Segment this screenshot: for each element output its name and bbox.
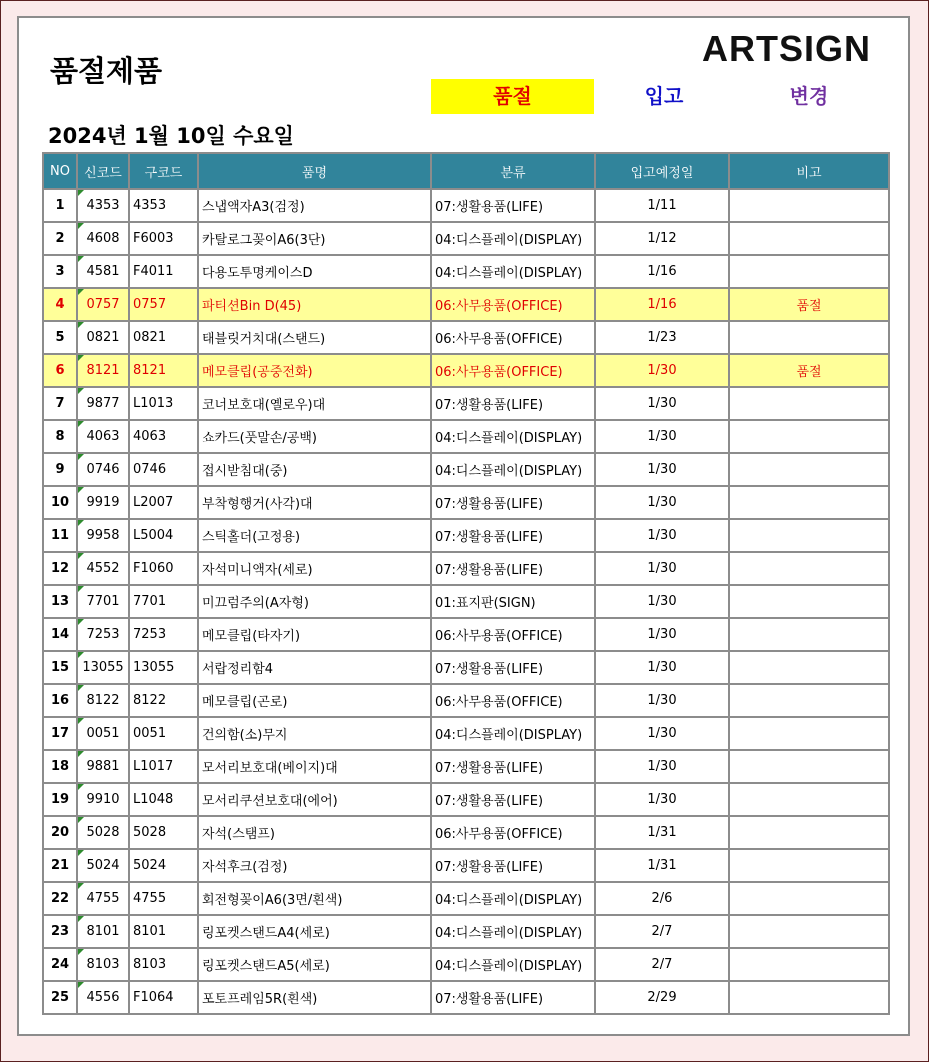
row-number[interactable]: 1	[43, 189, 77, 222]
product-name-cell[interactable]: 메모클립(곤로)	[198, 684, 431, 717]
new-code-cell[interactable]: 4556	[77, 981, 129, 1014]
row-number[interactable]: 15	[43, 651, 77, 684]
table-row	[43, 585, 889, 618]
product-name-cell[interactable]: 자석미니액자(세로)	[198, 552, 431, 585]
old-code-cell[interactable]: L5004	[129, 519, 198, 552]
product-name-cell[interactable]: 서랍정리함4	[198, 651, 431, 684]
category-cell[interactable]: 04:디스플레이(DISPLAY)	[431, 717, 595, 750]
product-name-cell[interactable]: 포토프레임5R(흰색)	[198, 981, 431, 1014]
old-code-cell[interactable]: 5024	[129, 849, 198, 882]
row-number[interactable]: 4	[43, 288, 77, 321]
category-cell[interactable]: 04:디스플레이(DISPLAY)	[431, 882, 595, 915]
note-cell[interactable]	[729, 222, 889, 255]
product-name-cell[interactable]: 다용도투명케이스D	[198, 255, 431, 288]
category-cell[interactable]: 06:사무용품(OFFICE)	[431, 321, 595, 354]
note-cell[interactable]	[729, 486, 889, 519]
product-name-cell[interactable]: 링포켓스탠드A5(세로)	[198, 948, 431, 981]
row-number[interactable]: 8	[43, 420, 77, 453]
note-cell[interactable]	[729, 585, 889, 618]
note-cell[interactable]: 품절	[729, 288, 889, 321]
category-cell[interactable]: 07:생활용품(LIFE)	[431, 849, 595, 882]
table-row	[43, 816, 889, 849]
category-cell[interactable]: 07:생활용품(LIFE)	[431, 189, 595, 222]
col-header-note[interactable]: 비고	[729, 153, 889, 189]
row-number[interactable]: 21	[43, 849, 77, 882]
due-date-cell[interactable]: 1/30	[595, 750, 729, 783]
category-cell[interactable]: 04:디스플레이(DISPLAY)	[431, 915, 595, 948]
new-code-cell[interactable]: 4755	[77, 882, 129, 915]
col-header-category[interactable]: 분류	[431, 153, 595, 189]
due-date-cell[interactable]: 1/16	[595, 288, 729, 321]
due-date-cell[interactable]: 1/30	[595, 684, 729, 717]
old-code-cell[interactable]: L1013	[129, 387, 198, 420]
new-code-cell[interactable]: 13055	[77, 651, 129, 684]
note-cell[interactable]	[729, 651, 889, 684]
new-code-cell[interactable]: 8121	[77, 354, 129, 387]
table-row	[43, 354, 889, 387]
new-code-cell[interactable]: 4552	[77, 552, 129, 585]
row-number[interactable]: 16	[43, 684, 77, 717]
new-code-cell[interactable]: 0746	[77, 453, 129, 486]
due-date-cell[interactable]: 1/30	[595, 651, 729, 684]
table-row	[43, 387, 889, 420]
row-number[interactable]: 20	[43, 816, 77, 849]
row-number[interactable]: 25	[43, 981, 77, 1014]
row-number[interactable]: 5	[43, 321, 77, 354]
category-cell[interactable]: 01:표지판(SIGN)	[431, 585, 595, 618]
category-cell[interactable]: 06:사무용품(OFFICE)	[431, 816, 595, 849]
col-header-due-date[interactable]: 입고예정일	[595, 153, 729, 189]
due-date-cell[interactable]: 1/30	[595, 552, 729, 585]
table-row	[43, 453, 889, 486]
table-row	[43, 783, 889, 816]
spreadsheet-sheet	[17, 16, 910, 1036]
note-cell[interactable]	[729, 321, 889, 354]
note-cell[interactable]	[729, 387, 889, 420]
page-title: 품절제품	[50, 54, 163, 88]
due-date-cell[interactable]: 1/30	[595, 585, 729, 618]
due-date-cell[interactable]: 1/30	[595, 519, 729, 552]
row-number[interactable]: 23	[43, 915, 77, 948]
row-number[interactable]: 3	[43, 255, 77, 288]
product-name-cell[interactable]: 미끄럼주의(A자형)	[198, 585, 431, 618]
product-name-cell[interactable]: 메모클립(타자기)	[198, 618, 431, 651]
table-row	[43, 519, 889, 552]
row-number[interactable]: 6	[43, 354, 77, 387]
row-number[interactable]: 14	[43, 618, 77, 651]
row-number[interactable]: 17	[43, 717, 77, 750]
category-cell[interactable]: 07:생활용품(LIFE)	[431, 651, 595, 684]
soldout-button[interactable]: 품절	[431, 79, 594, 114]
old-code-cell[interactable]: 8122	[129, 684, 198, 717]
note-cell[interactable]	[729, 684, 889, 717]
row-number[interactable]: 12	[43, 552, 77, 585]
note-cell[interactable]	[729, 816, 889, 849]
due-date-cell[interactable]: 1/31	[595, 849, 729, 882]
product-name-cell[interactable]: 파티션Bin D(45)	[198, 288, 431, 321]
report-date: 2024년 1월 10일 수요일	[48, 124, 294, 148]
due-date-cell[interactable]: 1/30	[595, 717, 729, 750]
note-cell[interactable]	[729, 420, 889, 453]
restock-button[interactable]: 입고	[644, 84, 684, 108]
table-row	[43, 288, 889, 321]
note-cell[interactable]	[729, 255, 889, 288]
product-name-cell[interactable]: 자석(스탬프)	[198, 816, 431, 849]
old-code-cell[interactable]: F1064	[129, 981, 198, 1014]
table-row	[43, 948, 889, 981]
due-date-cell[interactable]: 1/12	[595, 222, 729, 255]
product-name-cell[interactable]: 링포켓스탠드A4(세로)	[198, 915, 431, 948]
new-code-cell[interactable]: 8103	[77, 948, 129, 981]
table-header-row	[43, 153, 889, 189]
old-code-cell[interactable]: F4011	[129, 255, 198, 288]
note-cell[interactable]	[729, 948, 889, 981]
product-name-cell[interactable]: 카탈로그꽂이A6(3단)	[198, 222, 431, 255]
old-code-cell[interactable]: L1017	[129, 750, 198, 783]
col-header-product-name[interactable]: 품명	[198, 153, 431, 189]
old-code-cell[interactable]: 8101	[129, 915, 198, 948]
product-name-cell[interactable]: 스냅액자A3(검정)	[198, 189, 431, 222]
table-row	[43, 849, 889, 882]
category-cell[interactable]: 04:디스플레이(DISPLAY)	[431, 420, 595, 453]
row-number[interactable]: 22	[43, 882, 77, 915]
category-cell[interactable]: 06:사무용품(OFFICE)	[431, 684, 595, 717]
note-cell[interactable]	[729, 849, 889, 882]
category-cell[interactable]: 07:생활용품(LIFE)	[431, 519, 595, 552]
table-row	[43, 618, 889, 651]
note-cell[interactable]	[729, 882, 889, 915]
note-cell[interactable]	[729, 189, 889, 222]
product-name-cell[interactable]: 코너보호대(옐로우)대	[198, 387, 431, 420]
old-code-cell[interactable]: L1048	[129, 783, 198, 816]
table-row	[43, 552, 889, 585]
col-header-no[interactable]: NO	[43, 153, 77, 189]
new-code-cell[interactable]: 5028	[77, 816, 129, 849]
old-code-cell[interactable]: 0746	[129, 453, 198, 486]
col-header-new-code[interactable]: 신코드	[77, 153, 129, 189]
new-code-cell[interactable]: 7701	[77, 585, 129, 618]
note-cell[interactable]	[729, 750, 889, 783]
note-cell[interactable]	[729, 453, 889, 486]
note-cell[interactable]	[729, 981, 889, 1014]
new-code-cell[interactable]: 9910	[77, 783, 129, 816]
category-cell[interactable]: 06:사무용품(OFFICE)	[431, 354, 595, 387]
row-number[interactable]: 19	[43, 783, 77, 816]
table-row	[43, 882, 889, 915]
category-cell[interactable]: 07:생활용품(LIFE)	[431, 486, 595, 519]
new-code-cell[interactable]: 0757	[77, 288, 129, 321]
product-name-cell[interactable]: 쇼카드(풋말손/공백)	[198, 420, 431, 453]
new-code-cell[interactable]: 4063	[77, 420, 129, 453]
table-row	[43, 915, 889, 948]
brand-logo: ARTSIGN	[702, 28, 871, 69]
note-cell[interactable]	[729, 519, 889, 552]
old-code-cell[interactable]: 7701	[129, 585, 198, 618]
category-cell[interactable]: 07:생활용품(LIFE)	[431, 981, 595, 1014]
category-cell[interactable]: 04:디스플레이(DISPLAY)	[431, 948, 595, 981]
table-row	[43, 255, 889, 288]
old-code-cell[interactable]: F1060	[129, 552, 198, 585]
change-button[interactable]: 변경	[789, 84, 829, 108]
old-code-cell[interactable]: 8103	[129, 948, 198, 981]
due-date-cell[interactable]: 1/16	[595, 255, 729, 288]
old-code-cell[interactable]: 13055	[129, 651, 198, 684]
category-cell[interactable]: 04:디스플레이(DISPLAY)	[431, 222, 595, 255]
old-code-cell[interactable]: L2007	[129, 486, 198, 519]
new-code-cell[interactable]: 9919	[77, 486, 129, 519]
new-code-cell[interactable]: 9881	[77, 750, 129, 783]
due-date-cell[interactable]: 1/30	[595, 387, 729, 420]
old-code-cell[interactable]: 5028	[129, 816, 198, 849]
old-code-cell[interactable]: 0757	[129, 288, 198, 321]
note-cell[interactable]	[729, 552, 889, 585]
due-date-cell[interactable]: 1/30	[595, 453, 729, 486]
due-date-cell[interactable]: 1/30	[595, 354, 729, 387]
new-code-cell[interactable]: 0821	[77, 321, 129, 354]
row-number[interactable]: 13	[43, 585, 77, 618]
new-code-cell[interactable]: 4608	[77, 222, 129, 255]
old-code-cell[interactable]: 0051	[129, 717, 198, 750]
due-date-cell[interactable]: 2/6	[595, 882, 729, 915]
product-name-cell[interactable]: 접시받침대(중)	[198, 453, 431, 486]
old-code-cell[interactable]: 8121	[129, 354, 198, 387]
table-row	[43, 684, 889, 717]
product-name-cell[interactable]: 자석후크(검정)	[198, 849, 431, 882]
old-code-cell[interactable]: 4353	[129, 189, 198, 222]
table-row	[43, 981, 889, 1014]
due-date-cell[interactable]: 2/7	[595, 948, 729, 981]
category-cell[interactable]: 07:생활용품(LIFE)	[431, 552, 595, 585]
table-row	[43, 651, 889, 684]
due-date-cell[interactable]: 2/29	[595, 981, 729, 1014]
product-name-cell[interactable]: 회전형꽂이A6(3면/흰색)	[198, 882, 431, 915]
row-number[interactable]: 7	[43, 387, 77, 420]
due-date-cell[interactable]: 1/23	[595, 321, 729, 354]
product-name-cell[interactable]: 태블릿거치대(스탠드)	[198, 321, 431, 354]
row-number[interactable]: 11	[43, 519, 77, 552]
old-code-cell[interactable]: F6003	[129, 222, 198, 255]
row-number[interactable]: 9	[43, 453, 77, 486]
category-cell[interactable]: 07:생활용품(LIFE)	[431, 750, 595, 783]
product-name-cell[interactable]: 스틱홀더(고정용)	[198, 519, 431, 552]
new-code-cell[interactable]: 8101	[77, 915, 129, 948]
soldout-products-table	[42, 152, 890, 1015]
category-cell[interactable]: 07:생활용품(LIFE)	[431, 387, 595, 420]
product-name-cell[interactable]: 메모클립(공중전화)	[198, 354, 431, 387]
new-code-cell[interactable]: 5024	[77, 849, 129, 882]
table-row	[43, 420, 889, 453]
row-number[interactable]: 10	[43, 486, 77, 519]
table-row	[43, 189, 889, 222]
row-number[interactable]: 24	[43, 948, 77, 981]
due-date-cell[interactable]: 1/31	[595, 816, 729, 849]
category-cell[interactable]: 06:사무용품(OFFICE)	[431, 288, 595, 321]
table-row	[43, 750, 889, 783]
table-row	[43, 717, 889, 750]
new-code-cell[interactable]: 9877	[77, 387, 129, 420]
table-body	[43, 189, 889, 1014]
category-cell[interactable]: 07:생활용품(LIFE)	[431, 783, 595, 816]
product-name-cell[interactable]: 모서리보호대(베이지)대	[198, 750, 431, 783]
col-header-old-code[interactable]: 구코드	[129, 153, 198, 189]
new-code-cell[interactable]: 7253	[77, 618, 129, 651]
old-code-cell[interactable]: 0821	[129, 321, 198, 354]
note-cell[interactable]	[729, 618, 889, 651]
category-cell[interactable]: 04:디스플레이(DISPLAY)	[431, 255, 595, 288]
due-date-cell[interactable]: 1/30	[595, 486, 729, 519]
due-date-cell[interactable]: 1/11	[595, 189, 729, 222]
new-code-cell[interactable]: 4353	[77, 189, 129, 222]
due-date-cell[interactable]: 2/7	[595, 915, 729, 948]
category-cell[interactable]: 04:디스플레이(DISPLAY)	[431, 453, 595, 486]
product-name-cell[interactable]: 건의함(소)무지	[198, 717, 431, 750]
category-cell[interactable]: 06:사무용품(OFFICE)	[431, 618, 595, 651]
new-code-cell[interactable]: 8122	[77, 684, 129, 717]
new-code-cell[interactable]: 9958	[77, 519, 129, 552]
table-row	[43, 321, 889, 354]
note-cell[interactable]: 품절	[729, 354, 889, 387]
new-code-cell[interactable]: 0051	[77, 717, 129, 750]
old-code-cell[interactable]: 4063	[129, 420, 198, 453]
table-row	[43, 222, 889, 255]
old-code-cell[interactable]: 4755	[129, 882, 198, 915]
note-cell[interactable]	[729, 717, 889, 750]
product-name-cell[interactable]: 모서리쿠션보호대(에어)	[198, 783, 431, 816]
product-name-cell[interactable]: 부착형행거(사각)대	[198, 486, 431, 519]
due-date-cell[interactable]: 1/30	[595, 618, 729, 651]
row-number[interactable]: 18	[43, 750, 77, 783]
row-number[interactable]: 2	[43, 222, 77, 255]
table-row	[43, 486, 889, 519]
note-cell[interactable]	[729, 915, 889, 948]
note-cell[interactable]	[729, 783, 889, 816]
due-date-cell[interactable]: 1/30	[595, 420, 729, 453]
old-code-cell[interactable]: 7253	[129, 618, 198, 651]
new-code-cell[interactable]: 4581	[77, 255, 129, 288]
due-date-cell[interactable]: 1/30	[595, 783, 729, 816]
